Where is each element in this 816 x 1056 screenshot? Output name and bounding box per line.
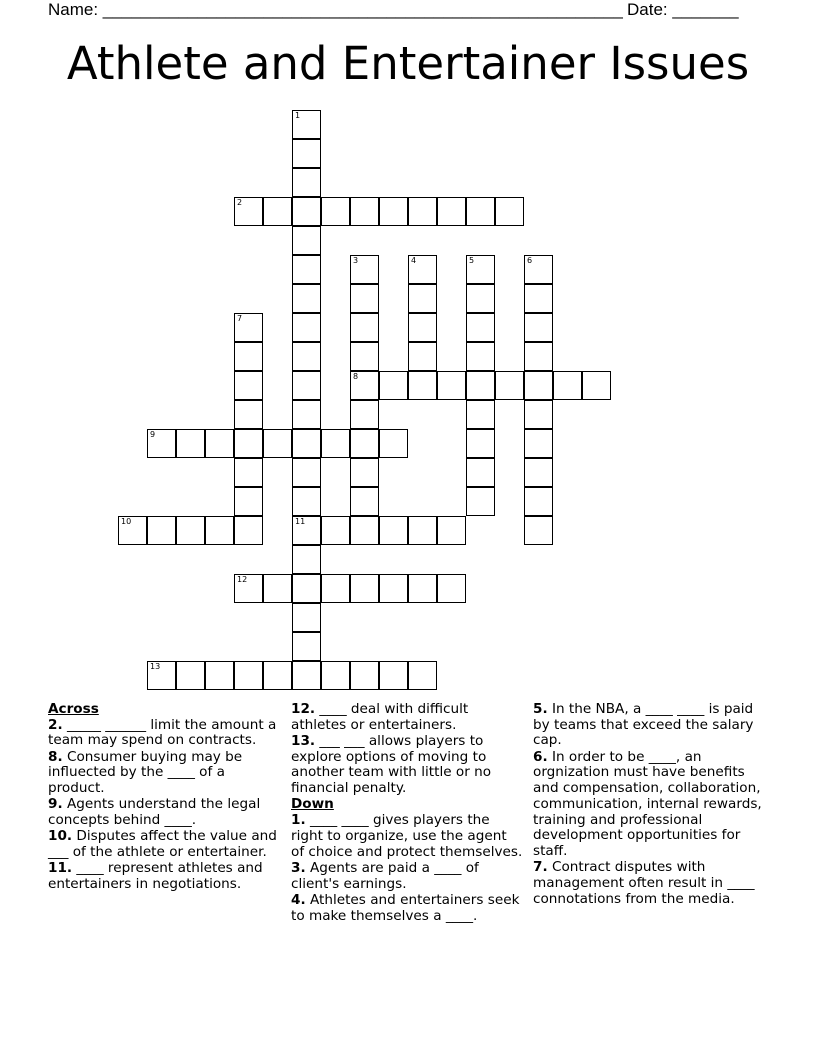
grid-cell[interactable] (147, 661, 176, 690)
grid-cell[interactable] (292, 400, 321, 429)
grid-cell[interactable] (234, 371, 263, 400)
clue-across-10 (48, 829, 280, 860)
clue-number: 6. (533, 748, 548, 765)
grid-cell[interactable] (176, 429, 205, 458)
grid-cell[interactable] (292, 661, 321, 690)
grid-cell[interactable] (495, 197, 524, 226)
grid-cell[interactable] (582, 371, 611, 400)
grid-cell[interactable] (350, 197, 379, 226)
grid-cell[interactable] (408, 342, 437, 371)
grid-cell[interactable] (292, 458, 321, 487)
clue-text: ___ ___ allows players to explore options of moving to another team with little or no financial penalty. (291, 733, 492, 797)
grid-cell[interactable] (147, 429, 176, 458)
grid-cell[interactable] (350, 284, 379, 313)
cell-number: 2 (237, 198, 243, 207)
grid-cell[interactable] (292, 545, 321, 574)
clue-number: 4. (291, 891, 306, 908)
grid-cell[interactable] (234, 429, 263, 458)
grid-cell[interactable] (350, 487, 379, 516)
clue-down-7 (533, 860, 765, 907)
cell-number: 3 (353, 256, 359, 265)
grid-cell[interactable] (350, 429, 379, 458)
clue-text: ____ ____ gives players the right to organize, use the agent of choice and protect themselves. (291, 812, 523, 860)
clue-down-4 (291, 893, 523, 924)
grid-cell[interactable] (524, 342, 553, 371)
grid-cell[interactable] (234, 661, 263, 690)
grid-cell[interactable] (350, 661, 379, 690)
grid-cell[interactable] (292, 371, 321, 400)
grid-cell[interactable] (379, 574, 408, 603)
cell-number: 9 (150, 430, 156, 439)
clue-across-13 (291, 734, 523, 797)
grid-cell[interactable] (234, 313, 263, 342)
clue-column-2 (291, 702, 523, 925)
grid-cell[interactable] (466, 458, 495, 487)
grid-cell[interactable] (524, 371, 553, 400)
grid-cell[interactable] (176, 516, 205, 545)
clue-across-2 (48, 718, 280, 749)
down-heading: Down (291, 796, 334, 813)
grid-cell[interactable] (408, 574, 437, 603)
grid-cell[interactable] (321, 429, 350, 458)
clue-number: 3. (291, 859, 306, 876)
grid-cell[interactable] (553, 371, 582, 400)
cell-number: 5 (469, 256, 475, 265)
grid-cell[interactable] (408, 661, 437, 690)
grid-cell[interactable] (292, 197, 321, 226)
cell-number: 10 (121, 517, 132, 526)
grid-cell[interactable] (466, 255, 495, 284)
grid-cell[interactable] (408, 197, 437, 226)
grid-cell[interactable] (437, 574, 466, 603)
grid-cell[interactable] (234, 197, 263, 226)
cell-number: 4 (411, 256, 417, 265)
grid-cell[interactable] (524, 458, 553, 487)
grid-cell[interactable] (524, 429, 553, 458)
grid-cell[interactable] (292, 284, 321, 313)
grid-cell[interactable] (524, 487, 553, 516)
grid-cell[interactable] (292, 110, 321, 139)
clue-number: 2. (48, 716, 63, 733)
grid-cell[interactable] (321, 574, 350, 603)
clue-number: 7. (533, 859, 548, 876)
clue-number: 5. (533, 701, 548, 717)
grid-cell[interactable] (524, 516, 553, 545)
grid-cell[interactable] (379, 661, 408, 690)
grid-cell[interactable] (466, 371, 495, 400)
grid-cell[interactable] (292, 429, 321, 458)
grid-cell[interactable] (437, 516, 466, 545)
clue-number: 13. (291, 733, 316, 749)
cell-number: 1 (295, 111, 301, 120)
clue-text: Disputes affect the value and ___ of the athlete or entertainer. (48, 828, 277, 861)
grid-cell[interactable] (350, 255, 379, 284)
grid-cell[interactable] (263, 574, 292, 603)
across-heading: Across (48, 701, 99, 717)
clue-number: 10. (48, 828, 73, 845)
grid-cell[interactable] (205, 516, 234, 545)
grid-cell[interactable] (176, 661, 205, 690)
grid-cell[interactable] (321, 197, 350, 226)
grid-cell[interactable] (379, 516, 408, 545)
clue-text: Athletes and entertainers seek to make themselves a ____. (291, 891, 520, 924)
grid-cell[interactable] (466, 429, 495, 458)
clue-down-6 (533, 750, 765, 860)
grid-cell[interactable] (234, 574, 263, 603)
grid-cell[interactable] (118, 516, 147, 545)
clue-across-8 (48, 750, 280, 797)
clue-down-1 (291, 813, 523, 860)
grid-cell[interactable] (292, 632, 321, 661)
grid-cell[interactable] (408, 284, 437, 313)
clue-column-1 (48, 702, 280, 893)
clue-number: 1. (291, 812, 306, 829)
cell-number: 6 (527, 256, 533, 265)
clue-number: 11. (48, 860, 73, 877)
clue-text: In the NBA, a ____ ____ is paid by teams that exceed the salary cap. (533, 701, 754, 749)
grid-cell[interactable] (234, 487, 263, 516)
clue-across-12 (291, 702, 523, 733)
clue-text: _____ ______ limit the amount a team may spend on contracts. (48, 716, 277, 749)
clue-text: Consumer buying may be influected by the ____ of a product. (48, 748, 243, 797)
grid-cell[interactable] (379, 429, 408, 458)
grid-cell[interactable] (350, 313, 379, 342)
grid-cell[interactable] (350, 516, 379, 545)
grid-cell[interactable] (292, 168, 321, 197)
clue-text: ____ represent athletes and entertainers in negotiations. (48, 860, 263, 893)
cell-number: 11 (295, 517, 306, 526)
cell-number: 8 (353, 372, 359, 381)
grid-cell[interactable] (466, 487, 495, 516)
clue-text: Contract disputes with management often result in ____ connotations from the media. (533, 859, 755, 907)
grid-cell[interactable] (350, 342, 379, 371)
page-title: Athlete and Entertainer Issues (66, 37, 750, 90)
grid-cell[interactable] (408, 371, 437, 400)
grid-cell[interactable] (263, 429, 292, 458)
clue-column-3 (533, 702, 765, 908)
grid-cell[interactable] (466, 197, 495, 226)
grid-cell[interactable] (292, 226, 321, 255)
grid-cell[interactable] (147, 516, 176, 545)
grid-cell[interactable] (524, 313, 553, 342)
clue-number: 8. (48, 748, 63, 765)
grid-cell[interactable] (379, 197, 408, 226)
grid-cell[interactable] (292, 139, 321, 168)
clue-down-3 (291, 861, 523, 892)
grid-cell[interactable] (234, 400, 263, 429)
grid-cell[interactable] (437, 371, 466, 400)
grid-cell[interactable] (234, 458, 263, 487)
cell-number: 13 (150, 662, 161, 671)
grid-cell[interactable] (205, 661, 234, 690)
clue-text: In order to be ____, an orgnization must have benefits and compensation, collaboration, communication, internal rewards, training and professional development opportunities for staff. (533, 748, 762, 859)
grid-cell[interactable] (466, 400, 495, 429)
grid-cell[interactable] (292, 255, 321, 284)
grid-cell[interactable] (263, 661, 292, 690)
name-field[interactable]: Name: _______________________________________________________ (48, 0, 623, 19)
cell-number: 7 (237, 314, 243, 323)
grid-cell[interactable] (466, 342, 495, 371)
clue-across-9 (48, 797, 280, 828)
grid-cell[interactable] (408, 313, 437, 342)
clue-text: Agents are paid a ____ of client's earnings. (291, 859, 479, 892)
grid-cell[interactable] (379, 371, 408, 400)
grid-cell[interactable] (321, 516, 350, 545)
grid-cell[interactable] (205, 429, 234, 458)
cell-number: 12 (237, 575, 248, 584)
clue-text: ____ deal with difficult athletes or entertainers. (291, 701, 469, 733)
grid-cell[interactable] (437, 197, 466, 226)
date-field[interactable]: Date: _______ (627, 0, 739, 19)
grid-cell[interactable] (292, 342, 321, 371)
grid-cell[interactable] (466, 313, 495, 342)
grid-cell[interactable] (263, 197, 292, 226)
grid-cell[interactable] (292, 487, 321, 516)
clue-number: 9. (48, 796, 63, 813)
grid-cell[interactable] (350, 458, 379, 487)
grid-cell[interactable] (292, 313, 321, 342)
grid-cell[interactable] (524, 255, 553, 284)
grid-cell[interactable] (524, 284, 553, 313)
grid-cell[interactable] (292, 574, 321, 603)
clue-text: Agents understand the legal concepts behind ____. (48, 796, 261, 829)
grid-cell[interactable] (350, 400, 379, 429)
grid-cell[interactable] (350, 371, 379, 400)
clue-across-11 (48, 861, 280, 892)
grid-cell[interactable] (234, 342, 263, 371)
grid-cell[interactable] (321, 661, 350, 690)
grid-cell[interactable] (292, 603, 321, 632)
grid-cell[interactable] (524, 400, 553, 429)
clue-down-5 (533, 702, 765, 749)
clue-number: 12. (291, 701, 316, 717)
grid-cell[interactable] (408, 516, 437, 545)
grid-cell[interactable] (495, 371, 524, 400)
grid-cell[interactable] (408, 255, 437, 284)
grid-cell[interactable] (350, 574, 379, 603)
grid-cell[interactable] (234, 516, 263, 545)
grid-cell[interactable] (466, 284, 495, 313)
grid-cell[interactable] (292, 516, 321, 545)
